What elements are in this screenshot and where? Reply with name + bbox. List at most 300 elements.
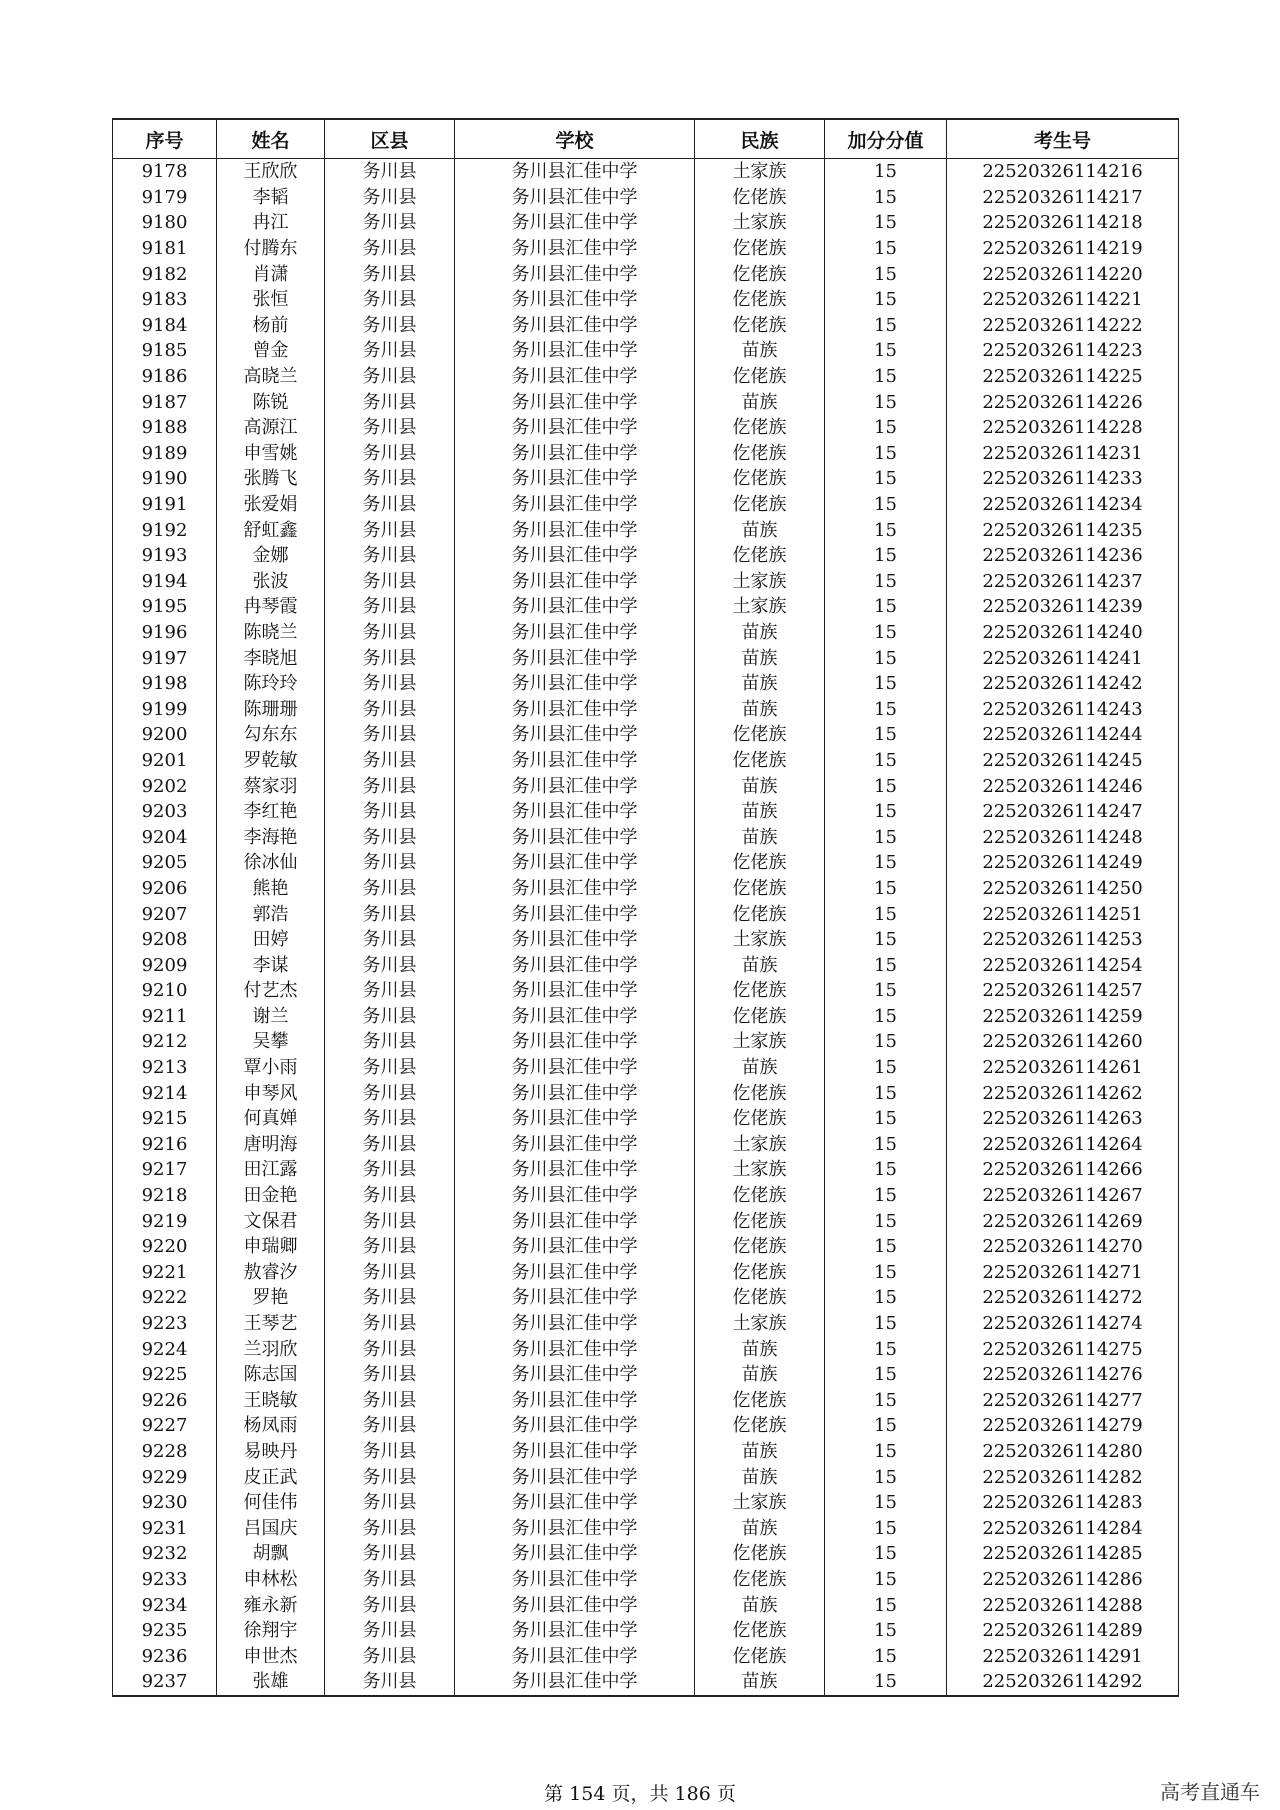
cell-county: 务川县	[325, 1080, 455, 1106]
cell-bonus: 15	[825, 466, 947, 492]
cell-school: 务川县汇佳中学	[455, 620, 695, 646]
table-row	[113, 1413, 1179, 1439]
cell-name: 肖潇	[217, 261, 325, 287]
cell-ethnicity: 仡佬族	[695, 1080, 825, 1106]
cell-name: 李韬	[217, 185, 325, 211]
cell-county: 务川县	[325, 1208, 455, 1234]
cell-county: 务川县	[325, 1669, 455, 1696]
cell-school: 务川县汇佳中学	[455, 1618, 695, 1644]
table-row	[113, 313, 1179, 339]
cell-exam-id: 22520326114228	[947, 415, 1179, 441]
cell-school: 务川县汇佳中学	[455, 799, 695, 825]
cell-seq: 9233	[113, 1567, 217, 1593]
cell-exam-id: 22520326114219	[947, 236, 1179, 262]
cell-school: 务川县汇佳中学	[455, 594, 695, 620]
cell-county: 务川县	[325, 1106, 455, 1132]
cell-name: 郭浩	[217, 901, 325, 927]
cell-county: 务川县	[325, 1362, 455, 1388]
cell-county: 务川县	[325, 236, 455, 262]
cell-seq: 9230	[113, 1490, 217, 1516]
cell-name: 张恒	[217, 287, 325, 313]
cell-name: 谢兰	[217, 1004, 325, 1030]
data-table	[112, 118, 1179, 1697]
cell-name: 杨凤雨	[217, 1413, 325, 1439]
cell-bonus: 15	[825, 1567, 947, 1593]
cell-exam-id: 22520326114272	[947, 1285, 1179, 1311]
cell-school: 务川县汇佳中学	[455, 1669, 695, 1696]
cell-bonus: 15	[825, 1208, 947, 1234]
cell-ethnicity: 仡佬族	[695, 1567, 825, 1593]
cell-seq: 9215	[113, 1106, 217, 1132]
cell-ethnicity: 苗族	[695, 1592, 825, 1618]
cell-county: 务川县	[325, 927, 455, 953]
cell-exam-id: 22520326114284	[947, 1515, 1179, 1541]
cell-school: 务川县汇佳中学	[455, 1004, 695, 1030]
table-row	[113, 850, 1179, 876]
cell-name: 张腾飞	[217, 466, 325, 492]
table-row	[113, 773, 1179, 799]
cell-bonus: 15	[825, 850, 947, 876]
cell-ethnicity: 土家族	[695, 210, 825, 236]
cell-name: 金娜	[217, 543, 325, 569]
cell-school: 务川县汇佳中学	[455, 1234, 695, 1260]
table-row	[113, 389, 1179, 415]
cell-school: 务川县汇佳中学	[455, 1055, 695, 1081]
cell-exam-id: 22520326114271	[947, 1260, 1179, 1286]
cell-exam-id: 22520326114220	[947, 261, 1179, 287]
table-row	[113, 671, 1179, 697]
cell-school: 务川县汇佳中学	[455, 1439, 695, 1465]
table-row	[113, 722, 1179, 748]
cell-name: 陈玲玲	[217, 671, 325, 697]
cell-bonus: 15	[825, 1490, 947, 1516]
cell-county: 务川县	[325, 696, 455, 722]
table-row	[113, 1618, 1179, 1644]
cell-ethnicity: 仡佬族	[695, 236, 825, 262]
table-row	[113, 543, 1179, 569]
header-county: 区县	[325, 119, 455, 159]
cell-county: 务川县	[325, 1490, 455, 1516]
table-row	[113, 1004, 1179, 1030]
table-row	[113, 1183, 1179, 1209]
cell-ethnicity: 土家族	[695, 1029, 825, 1055]
cell-exam-id: 22520326114288	[947, 1592, 1179, 1618]
cell-ethnicity: 仡佬族	[695, 185, 825, 211]
cell-bonus: 15	[825, 1541, 947, 1567]
cell-county: 务川县	[325, 620, 455, 646]
cell-school: 务川县汇佳中学	[455, 1592, 695, 1618]
cell-county: 务川县	[325, 389, 455, 415]
table-row	[113, 492, 1179, 518]
cell-name: 蔡家羽	[217, 773, 325, 799]
cell-ethnicity: 苗族	[695, 1464, 825, 1490]
table-body	[113, 159, 1179, 1696]
cell-ethnicity: 苗族	[695, 1669, 825, 1696]
cell-bonus: 15	[825, 159, 947, 185]
cell-bonus: 15	[825, 1439, 947, 1465]
cell-exam-id: 22520326114262	[947, 1080, 1179, 1106]
cell-ethnicity: 土家族	[695, 1132, 825, 1158]
cell-seq: 9207	[113, 901, 217, 927]
cell-county: 务川县	[325, 1439, 455, 1465]
cell-ethnicity: 仡佬族	[695, 901, 825, 927]
cell-ethnicity: 仡佬族	[695, 850, 825, 876]
cell-exam-id: 22520326114261	[947, 1055, 1179, 1081]
cell-name: 陈志国	[217, 1362, 325, 1388]
cell-school: 务川县汇佳中学	[455, 671, 695, 697]
cell-county: 务川县	[325, 1157, 455, 1183]
cell-county: 务川县	[325, 1055, 455, 1081]
cell-name: 唐明海	[217, 1132, 325, 1158]
header-ethnicity: 民族	[695, 119, 825, 159]
cell-ethnicity: 仡佬族	[695, 1183, 825, 1209]
cell-school: 务川县汇佳中学	[455, 261, 695, 287]
cell-bonus: 15	[825, 1260, 947, 1286]
cell-exam-id: 22520326114267	[947, 1183, 1179, 1209]
cell-county: 务川县	[325, 1260, 455, 1286]
cell-ethnicity: 苗族	[695, 620, 825, 646]
cell-exam-id: 22520326114217	[947, 185, 1179, 211]
cell-bonus: 15	[825, 185, 947, 211]
cell-ethnicity: 仡佬族	[695, 978, 825, 1004]
cell-bonus: 15	[825, 1388, 947, 1414]
cell-exam-id: 22520326114221	[947, 287, 1179, 313]
cell-bonus: 15	[825, 645, 947, 671]
cell-bonus: 15	[825, 492, 947, 518]
cell-name: 敖睿汐	[217, 1260, 325, 1286]
cell-name: 冉琴霞	[217, 594, 325, 620]
cell-bonus: 15	[825, 722, 947, 748]
cell-seq: 9180	[113, 210, 217, 236]
cell-seq: 9220	[113, 1234, 217, 1260]
cell-seq: 9198	[113, 671, 217, 697]
cell-name: 冉江	[217, 210, 325, 236]
cell-seq: 9203	[113, 799, 217, 825]
cell-school: 务川县汇佳中学	[455, 1515, 695, 1541]
cell-ethnicity: 苗族	[695, 1362, 825, 1388]
cell-seq: 9199	[113, 696, 217, 722]
cell-seq: 9219	[113, 1208, 217, 1234]
cell-school: 务川县汇佳中学	[455, 927, 695, 953]
cell-seq: 9226	[113, 1388, 217, 1414]
cell-exam-id: 22520326114274	[947, 1311, 1179, 1337]
cell-ethnicity: 苗族	[695, 799, 825, 825]
cell-school: 务川县汇佳中学	[455, 876, 695, 902]
cell-school: 务川县汇佳中学	[455, 517, 695, 543]
cell-county: 务川县	[325, 569, 455, 595]
cell-bonus: 15	[825, 1464, 947, 1490]
table-row	[113, 978, 1179, 1004]
cell-county: 务川县	[325, 1336, 455, 1362]
cell-ethnicity: 仡佬族	[695, 1541, 825, 1567]
cell-bonus: 15	[825, 927, 947, 953]
cell-exam-id: 22520326114248	[947, 824, 1179, 850]
cell-exam-id: 22520326114216	[947, 159, 1179, 185]
cell-county: 务川县	[325, 1592, 455, 1618]
cell-name: 田金艳	[217, 1183, 325, 1209]
cell-bonus: 15	[825, 1669, 947, 1696]
cell-exam-id: 22520326114225	[947, 364, 1179, 390]
table-row	[113, 415, 1179, 441]
cell-school: 务川县汇佳中学	[455, 338, 695, 364]
cell-county: 务川县	[325, 952, 455, 978]
cell-exam-id: 22520326114226	[947, 389, 1179, 415]
table-row	[113, 901, 1179, 927]
cell-county: 务川县	[325, 1388, 455, 1414]
cell-seq: 9232	[113, 1541, 217, 1567]
table-row	[113, 1464, 1179, 1490]
cell-exam-id: 22520326114247	[947, 799, 1179, 825]
cell-ethnicity: 苗族	[695, 1515, 825, 1541]
cell-exam-id: 22520326114244	[947, 722, 1179, 748]
table-row	[113, 441, 1179, 467]
cell-bonus: 15	[825, 901, 947, 927]
cell-name: 申瑞卿	[217, 1234, 325, 1260]
cell-ethnicity: 仡佬族	[695, 1388, 825, 1414]
cell-county: 务川县	[325, 901, 455, 927]
cell-bonus: 15	[825, 1029, 947, 1055]
cell-seq: 9216	[113, 1132, 217, 1158]
cell-county: 务川县	[325, 1464, 455, 1490]
cell-name: 王晓敏	[217, 1388, 325, 1414]
cell-exam-id: 22520326114250	[947, 876, 1179, 902]
cell-school: 务川县汇佳中学	[455, 1157, 695, 1183]
cell-county: 务川县	[325, 1515, 455, 1541]
cell-name: 覃小雨	[217, 1055, 325, 1081]
cell-bonus: 15	[825, 1055, 947, 1081]
header-name: 姓名	[217, 119, 325, 159]
cell-seq: 9201	[113, 748, 217, 774]
cell-seq: 9227	[113, 1413, 217, 1439]
cell-bonus: 15	[825, 569, 947, 595]
cell-exam-id: 22520326114254	[947, 952, 1179, 978]
table-row	[113, 185, 1179, 211]
table-row	[113, 952, 1179, 978]
cell-bonus: 15	[825, 261, 947, 287]
cell-bonus: 15	[825, 1592, 947, 1618]
cell-name: 胡飘	[217, 1541, 325, 1567]
cell-bonus: 15	[825, 1234, 947, 1260]
cell-name: 罗艳	[217, 1285, 325, 1311]
cell-exam-id: 22520326114275	[947, 1336, 1179, 1362]
cell-county: 务川县	[325, 185, 455, 211]
cell-seq: 9195	[113, 594, 217, 620]
cell-exam-id: 22520326114280	[947, 1439, 1179, 1465]
cell-county: 务川县	[325, 364, 455, 390]
cell-bonus: 15	[825, 1311, 947, 1337]
cell-name: 熊艳	[217, 876, 325, 902]
cell-seq: 9235	[113, 1618, 217, 1644]
cell-school: 务川县汇佳中学	[455, 1106, 695, 1132]
cell-bonus: 15	[825, 952, 947, 978]
cell-exam-id: 22520326114285	[947, 1541, 1179, 1567]
cell-school: 务川县汇佳中学	[455, 696, 695, 722]
cell-seq: 9182	[113, 261, 217, 287]
cell-bonus: 15	[825, 389, 947, 415]
cell-name: 舒虹鑫	[217, 517, 325, 543]
cell-name: 吕国庆	[217, 1515, 325, 1541]
cell-exam-id: 22520326114223	[947, 338, 1179, 364]
cell-name: 文保君	[217, 1208, 325, 1234]
cell-ethnicity: 苗族	[695, 952, 825, 978]
cell-name: 李晓旭	[217, 645, 325, 671]
cell-county: 务川县	[325, 824, 455, 850]
cell-bonus: 15	[825, 1106, 947, 1132]
cell-school: 务川县汇佳中学	[455, 645, 695, 671]
cell-bonus: 15	[825, 876, 947, 902]
cell-school: 务川县汇佳中学	[455, 492, 695, 518]
table-row	[113, 1080, 1179, 1106]
cell-exam-id: 22520326114282	[947, 1464, 1179, 1490]
cell-school: 务川县汇佳中学	[455, 1029, 695, 1055]
table-row	[113, 1515, 1179, 1541]
cell-school: 务川县汇佳中学	[455, 1080, 695, 1106]
cell-seq: 9183	[113, 287, 217, 313]
cell-bonus: 15	[825, 210, 947, 236]
cell-school: 务川县汇佳中学	[455, 1336, 695, 1362]
cell-exam-id: 22520326114292	[947, 1669, 1179, 1696]
cell-county: 务川县	[325, 517, 455, 543]
cell-seq: 9205	[113, 850, 217, 876]
table-row	[113, 620, 1179, 646]
cell-ethnicity: 苗族	[695, 1336, 825, 1362]
cell-name: 付腾东	[217, 236, 325, 262]
watermark-text: 高考直通车	[1160, 1780, 1260, 1804]
cell-county: 务川县	[325, 1132, 455, 1158]
cell-name: 张波	[217, 569, 325, 595]
table-row	[113, 1260, 1179, 1286]
cell-name: 张爱娟	[217, 492, 325, 518]
cell-county: 务川县	[325, 876, 455, 902]
cell-bonus: 15	[825, 1362, 947, 1388]
table-row	[113, 338, 1179, 364]
cell-ethnicity: 仡佬族	[695, 1643, 825, 1669]
cell-ethnicity: 仡佬族	[695, 313, 825, 339]
cell-bonus: 15	[825, 824, 947, 850]
cell-county: 务川县	[325, 799, 455, 825]
table-row	[113, 927, 1179, 953]
cell-seq: 9187	[113, 389, 217, 415]
cell-name: 兰羽欣	[217, 1336, 325, 1362]
cell-county: 务川县	[325, 1029, 455, 1055]
cell-seq: 9218	[113, 1183, 217, 1209]
cell-name: 张雄	[217, 1669, 325, 1696]
cell-seq: 9192	[113, 517, 217, 543]
cell-seq: 9208	[113, 927, 217, 953]
cell-ethnicity: 苗族	[695, 824, 825, 850]
table-row	[113, 748, 1179, 774]
cell-county: 务川县	[325, 466, 455, 492]
cell-exam-id: 22520326114259	[947, 1004, 1179, 1030]
cell-name: 申世杰	[217, 1643, 325, 1669]
cell-ethnicity: 苗族	[695, 389, 825, 415]
table-row	[113, 1055, 1179, 1081]
table-row	[113, 1643, 1179, 1669]
cell-name: 何佳伟	[217, 1490, 325, 1516]
cell-seq: 9237	[113, 1669, 217, 1696]
cell-bonus: 15	[825, 1285, 947, 1311]
cell-name: 高晓兰	[217, 364, 325, 390]
cell-bonus: 15	[825, 338, 947, 364]
cell-exam-id: 22520326114286	[947, 1567, 1179, 1593]
cell-name: 徐翔宇	[217, 1618, 325, 1644]
cell-ethnicity: 仡佬族	[695, 492, 825, 518]
cell-school: 务川县汇佳中学	[455, 389, 695, 415]
cell-name: 罗乾敏	[217, 748, 325, 774]
cell-name: 徐冰仙	[217, 850, 325, 876]
cell-ethnicity: 土家族	[695, 1157, 825, 1183]
cell-bonus: 15	[825, 1336, 947, 1362]
cell-name: 李红艳	[217, 799, 325, 825]
cell-exam-id: 22520326114269	[947, 1208, 1179, 1234]
cell-name: 曾金	[217, 338, 325, 364]
cell-county: 务川县	[325, 978, 455, 1004]
cell-ethnicity: 仡佬族	[695, 1106, 825, 1132]
header-seq: 序号	[113, 119, 217, 159]
cell-seq: 9181	[113, 236, 217, 262]
cell-ethnicity: 仡佬族	[695, 1413, 825, 1439]
cell-bonus: 15	[825, 313, 947, 339]
cell-county: 务川县	[325, 1413, 455, 1439]
cell-seq: 9234	[113, 1592, 217, 1618]
cell-bonus: 15	[825, 543, 947, 569]
cell-name: 陈锐	[217, 389, 325, 415]
cell-county: 务川县	[325, 492, 455, 518]
cell-school: 务川县汇佳中学	[455, 1285, 695, 1311]
cell-ethnicity: 苗族	[695, 1055, 825, 1081]
cell-school: 务川县汇佳中学	[455, 1362, 695, 1388]
cell-ethnicity: 仡佬族	[695, 287, 825, 313]
cell-seq: 9185	[113, 338, 217, 364]
cell-name: 王琴艺	[217, 1311, 325, 1337]
cell-exam-id: 22520326114283	[947, 1490, 1179, 1516]
cell-exam-id: 22520326114257	[947, 978, 1179, 1004]
cell-ethnicity: 仡佬族	[695, 876, 825, 902]
cell-ethnicity: 土家族	[695, 159, 825, 185]
cell-school: 务川县汇佳中学	[455, 1183, 695, 1209]
cell-ethnicity: 仡佬族	[695, 1004, 825, 1030]
cell-seq: 9222	[113, 1285, 217, 1311]
cell-exam-id: 22520326114279	[947, 1413, 1179, 1439]
cell-name: 李谋	[217, 952, 325, 978]
cell-county: 务川县	[325, 338, 455, 364]
cell-bonus: 15	[825, 236, 947, 262]
cell-bonus: 15	[825, 1618, 947, 1644]
cell-seq: 9228	[113, 1439, 217, 1465]
table-row	[113, 364, 1179, 390]
cell-name: 申林松	[217, 1567, 325, 1593]
cell-seq: 9204	[113, 824, 217, 850]
cell-exam-id: 22520326114276	[947, 1362, 1179, 1388]
cell-name: 杨前	[217, 313, 325, 339]
table-row	[113, 1285, 1179, 1311]
cell-name: 田江露	[217, 1157, 325, 1183]
cell-school: 务川县汇佳中学	[455, 569, 695, 595]
cell-school: 务川县汇佳中学	[455, 543, 695, 569]
cell-name: 何真婵	[217, 1106, 325, 1132]
table-row	[113, 1106, 1179, 1132]
table-row	[113, 876, 1179, 902]
cell-school: 务川县汇佳中学	[455, 1311, 695, 1337]
cell-bonus: 15	[825, 978, 947, 1004]
cell-seq: 9221	[113, 1260, 217, 1286]
cell-exam-id: 22520326114249	[947, 850, 1179, 876]
table-row	[113, 1336, 1179, 1362]
cell-ethnicity: 仡佬族	[695, 722, 825, 748]
cell-ethnicity: 苗族	[695, 773, 825, 799]
cell-school: 务川县汇佳中学	[455, 773, 695, 799]
cell-county: 务川县	[325, 594, 455, 620]
